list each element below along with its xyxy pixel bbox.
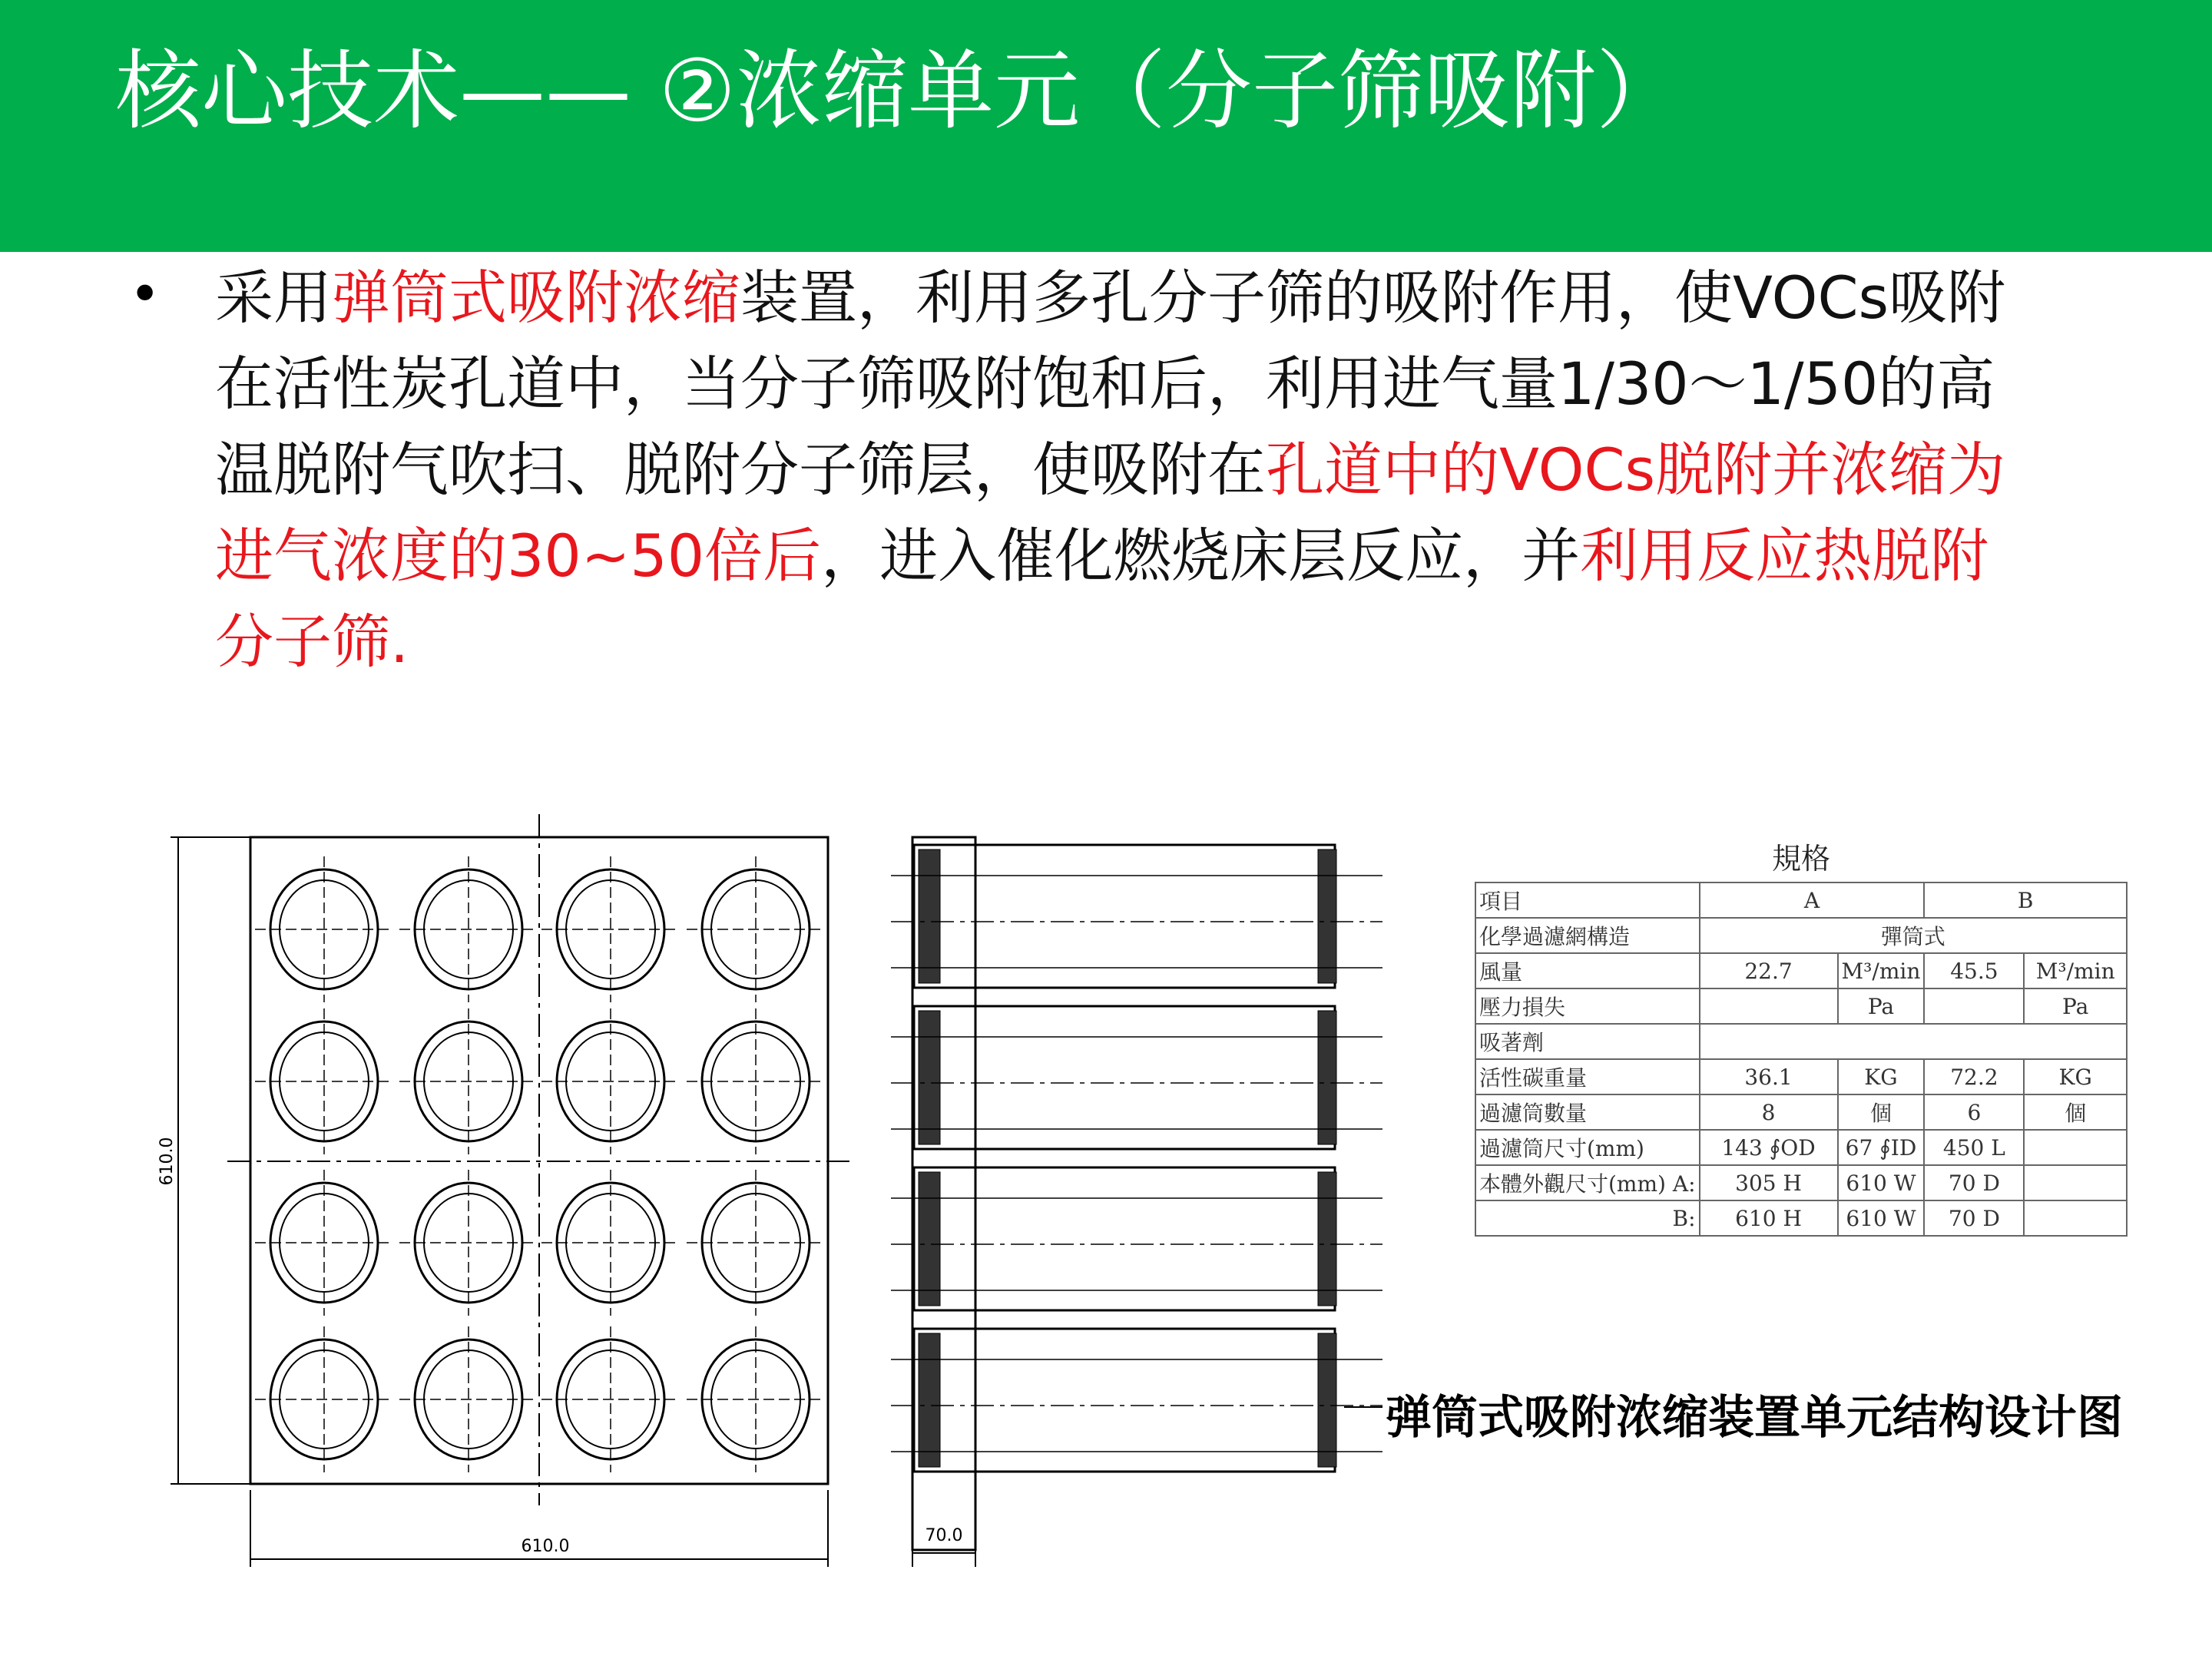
row-label: 壓力損失 <box>1475 988 1700 1024</box>
cell: 72.2 <box>1924 1059 2024 1094</box>
filter-cartridge <box>399 1008 538 1154</box>
filter-cartridge <box>399 856 538 1002</box>
cell: KG <box>2024 1059 2127 1094</box>
cell: M³/min <box>1838 953 1925 988</box>
col-b: B <box>1924 882 2127 918</box>
filter-tube <box>891 1006 1382 1149</box>
table-row <box>1475 988 2127 1024</box>
front-width-dim: 610.0 <box>521 1537 570 1556</box>
cell: ∮OD <box>1769 1134 1816 1161</box>
filter-cartridge <box>687 1008 825 1154</box>
table-row <box>1475 1130 2127 1165</box>
cell: 45.5 <box>1924 953 2024 988</box>
filter-tubes <box>891 845 1382 1472</box>
cell: 610 <box>1846 1170 1887 1196</box>
row-label: 吸著劑 <box>1475 1024 1700 1059</box>
row-label: 過濾筒數量 <box>1475 1094 1700 1130</box>
cell: 彈筒式 <box>1700 918 2127 953</box>
table-row <box>1475 1200 2127 1236</box>
cell: 36.1 <box>1700 1059 1838 1094</box>
filter-cartridge <box>255 1170 393 1316</box>
filter-cartridge <box>541 1170 680 1316</box>
row-label: 本體外觀尺寸(mm) A: <box>1475 1165 1700 1200</box>
table-row <box>1475 953 2127 988</box>
filter-cartridge <box>399 1170 538 1316</box>
cell: D <box>1982 1205 2000 1231</box>
cell: 67 <box>1845 1134 1873 1161</box>
highlight-device: 弹筒式吸附浓缩 <box>332 263 740 332</box>
figure-caption: 弹筒式吸附浓缩装置单元结构设计图 <box>1386 1391 2123 1445</box>
cell: ∮ID <box>1879 1134 1917 1161</box>
row-label: 風量 <box>1475 953 1700 988</box>
filter-cartridge <box>541 856 680 1002</box>
text-part: 采用 <box>215 263 332 332</box>
highlight-desorption: 孔道中的VOCs脱附并浓缩为进气浓度的30~50倍后 <box>215 435 2006 590</box>
cell: H <box>1783 1205 1802 1231</box>
cell: 個 <box>1838 1094 1925 1130</box>
spec-table <box>1475 882 2128 1237</box>
cell: KG <box>1838 1059 1925 1094</box>
table-row <box>1475 1165 2127 1200</box>
filter-cartridge <box>255 1326 393 1472</box>
filter-cartridge <box>687 856 825 1002</box>
filter-tube <box>891 1329 1382 1472</box>
filter-cartridge <box>399 1326 538 1472</box>
spec-title: 規格 <box>1771 842 1830 876</box>
highlight-reaction-heat: 利用反应热脱附分子筛. <box>215 522 1989 676</box>
filter-cartridge <box>541 1326 680 1472</box>
cell: H <box>1783 1170 1802 1196</box>
row-label: 過濾筒尺寸(mm) <box>1475 1130 1700 1165</box>
cell: M³/min <box>2024 953 2127 988</box>
filter-cartridge <box>541 1008 680 1154</box>
table-row <box>1475 918 2127 953</box>
cell: 610 <box>1735 1205 1777 1231</box>
table-row <box>1475 1094 2127 1130</box>
cell: 個 <box>2024 1094 2127 1130</box>
text-part: 装置，利用多孔分子筛的吸附作用，使VOCs吸附在活性炭孔道中，当分子筛吸附饱和后，利用进气量1/30～1/50的高温脱附气吹扫、脱附分子筛层，使吸附在 <box>215 263 2006 504</box>
cell: 6 <box>1924 1094 2024 1130</box>
filter-cartridge <box>687 1326 825 1472</box>
row-label: 活性碳重量 <box>1475 1059 1700 1094</box>
cell: 70 <box>1948 1170 1976 1196</box>
cell: 305 <box>1735 1170 1777 1196</box>
cell: Pa <box>1838 988 1925 1024</box>
cell: 70 <box>1948 1205 1976 1231</box>
cell: D <box>1982 1170 2000 1196</box>
cell: W <box>1893 1205 1916 1231</box>
table-row <box>1475 882 2127 918</box>
filter-tube <box>891 845 1382 988</box>
front-height-dim: 610.0 <box>157 1137 177 1186</box>
cell: W <box>1893 1170 1916 1196</box>
spec-table-block <box>1475 836 2128 1252</box>
col-item: 項目 <box>1475 882 1700 918</box>
filter-cartridge <box>255 1008 393 1154</box>
row-label: B: <box>1475 1200 1700 1236</box>
col-a: A <box>1700 882 1925 918</box>
cell: 610 <box>1846 1205 1887 1231</box>
cell: 22.7 <box>1700 953 1838 988</box>
table-row <box>1475 1024 2127 1059</box>
filter-tube <box>891 1167 1382 1310</box>
table-row <box>1475 1059 2127 1094</box>
cell: 143 <box>1721 1134 1763 1161</box>
page-title: 核心技术—— ②浓缩单元（分子筛吸附） <box>115 41 1683 141</box>
text-part: ，进入催化燃烧床层反应，并 <box>821 522 1581 590</box>
cell: 450 <box>1942 1134 1985 1161</box>
cell: 8 <box>1700 1094 1838 1130</box>
cell: Pa <box>2024 988 2127 1024</box>
side-width-dim: 70.0 <box>925 1526 963 1545</box>
filter-cartridge <box>255 856 393 1002</box>
filter-cartridge <box>687 1170 825 1316</box>
row-label: 化學過濾網構造 <box>1475 918 1700 953</box>
cell: L <box>1991 1134 2005 1161</box>
bullet-marker: • <box>129 263 161 326</box>
